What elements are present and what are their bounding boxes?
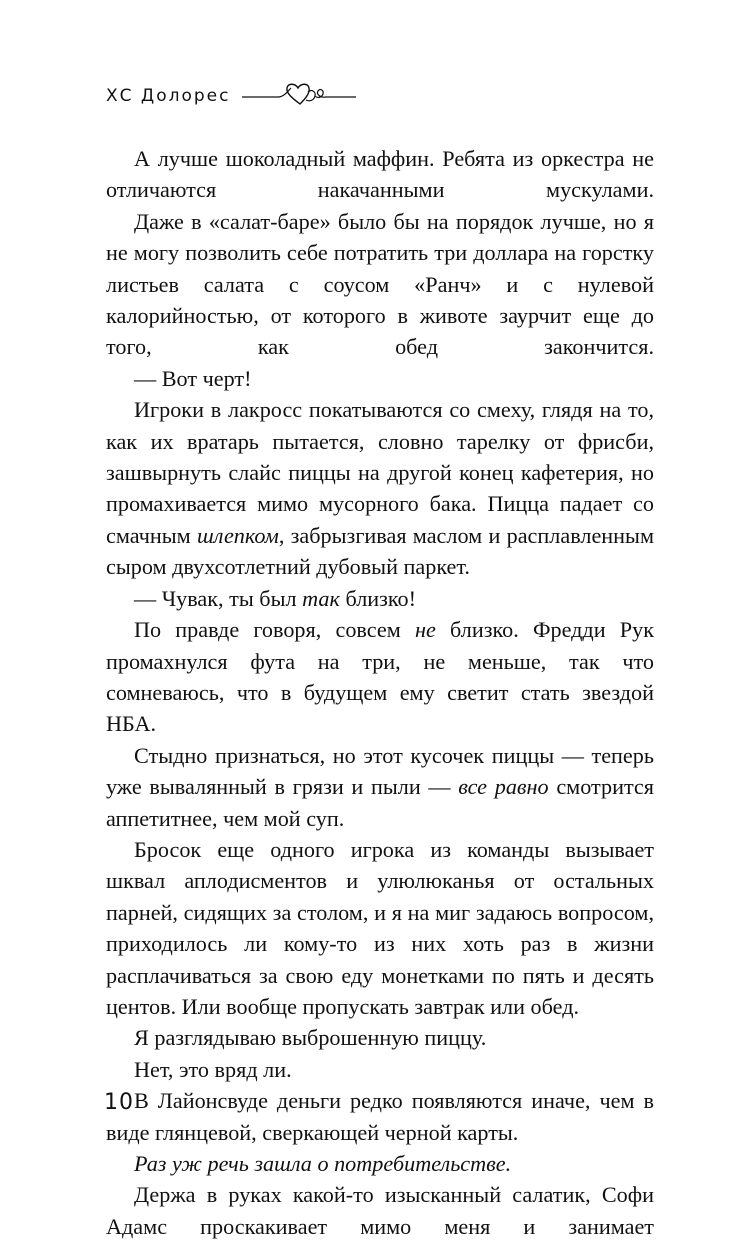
paragraph: [106, 1148, 654, 1179]
emphasis: так: [302, 585, 340, 611]
emphasis: не: [414, 617, 436, 643]
running-header: [106, 82, 360, 110]
paragraph: А лучше шоколадный маффин. Ребята из оркестра не отличаются накачанными мускулами.: [106, 146, 654, 203]
paragraph: Бросок еще одного игрока из команды вызывает шквал аплодисментов и улюлюканья от остальных парней, сидящих за столом, и я на миг задаюсь вопросом, приходилось ли кому-то из них хоть раз в жизни расплачиваться за свою еду монетками по пять и десять центов. Или вообще пропускать завтрак или обед.: [106, 836, 654, 1019]
emphasis: все равно: [458, 774, 549, 800]
page-number: 10: [104, 1090, 134, 1115]
body-text: [106, 143, 654, 1242]
paragraph: Я разглядываю выброшенную пиццу.: [134, 1025, 487, 1051]
paragraph: По правде говоря, совсем не близко. Фредди Рук промахнулся фута на три, не меньше, так что сомневаюсь, что в будущем ему светит стать звездой НБА.: [106, 617, 654, 737]
paragraph: — Вот черт!: [134, 365, 252, 391]
paragraph: Нет, это вряд ли.: [134, 1056, 292, 1082]
paragraph: В Лайонсвуде деньги редко появляются иначе, чем в виде глянцевой, сверкающей черной карты.: [106, 1088, 654, 1145]
paragraph: Игроки в лакросс покатываются со смеху, глядя на то, как их вратарь пытается, словно тарелку от фрисби, зашвырнуть слайс пиццы на другой конец кафетерия, но промахивается мимо мусорного бака. Пицца падает со смачным шлепком, забрызгивая маслом и расплавленным сыром двухсотлетний дубовый паркет.: [106, 397, 654, 580]
paragraph: — Чувак, ты был так близко!: [134, 585, 417, 611]
paragraph: Стыдно признаться, но этот кусочек пиццы — теперь уже вывалянный в грязи и пыли — все равно смотрится аппетитнее, чем мой суп.: [106, 742, 654, 831]
paragraph: Держа в руках какой-то изысканный салатик, Софи Адамс проскакивает мимо меня и занимает: [106, 1182, 654, 1239]
paragraph: Даже в «салат-баре» было бы на порядок лучше, но я не могу позволить себе потратить три доллара на горстку листьев салата с соусом «Ранч» и с нулевой калорийностью, от которого в животе заурчит еще до того, как обед закончится.: [106, 208, 654, 360]
emphasis: шлепком: [196, 522, 279, 548]
emphasis: Раз уж речь зашла о потребительстве.: [134, 1151, 512, 1176]
heart-swirl-icon: [240, 80, 360, 113]
header-author: ХС Долорес: [106, 86, 231, 106]
